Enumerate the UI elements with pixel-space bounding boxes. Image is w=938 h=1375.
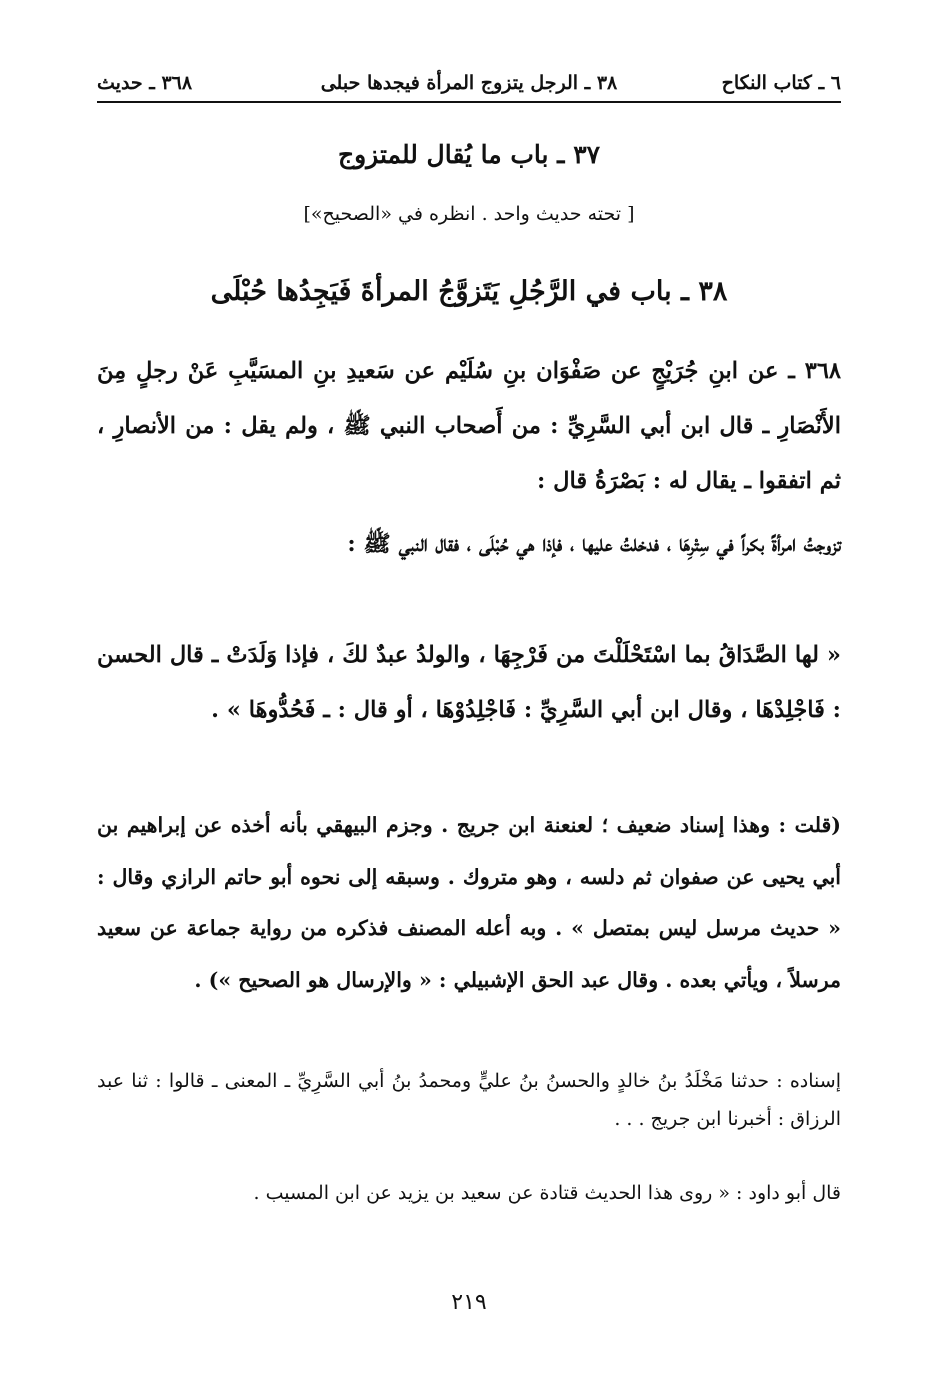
abu-dawud-note: قال أبو داود : « روى هذا الحديث قتادة عن سعيد بن يزيد عن ابن المسيب . bbox=[253, 1182, 841, 1204]
page-number: ٢١٩ bbox=[451, 1290, 487, 1315]
chapter-37-title: ٣٧ ـ باب ما يُقال للمتزوج bbox=[337, 140, 601, 169]
hadith-story: تزوجتُ امرأةً بكراً في سِتْرِهَا ، فدخلتُ عليها ، فإذا هي حُبْلَى ، فقال النبي ﷺ : bbox=[347, 531, 841, 557]
hadith-isnad: ٣٦٨ ـ عن ابنِ جُرَيْجٍ عن صَفْوَان بنِ سُلَيْم عن سَعيدِ بنِ المسَيَّبِ عَنْ رجلٍ مِنَ الأَنْصَارِ ـ قال ابن أبي السَّرِيِّ : من أَصحاب النبي ﷺ ، ولم يقل : من الأنصارِ ، ثم اتفقوا ـ يقال له : بَصْرَةُ قال : bbox=[97, 358, 841, 494]
full-isnad: إسناده : حدثنا مَخْلَدُ بنُ خالدٍ والحسنُ بنُ عليٍّ ومحمدُ بنُ أبي السَّرِيِّ ـ المعنى ـ قالوا : ثنا عبد الرزاق : أخبرنا ابن جريج . . . bbox=[97, 1070, 841, 1130]
running-header bbox=[97, 66, 841, 100]
hadith-prophetic-quote: « لها الصَّدَاقُ بما اسْتَحْلَلْتَ من فَرْجِهَا ، والولدُ عبدٌ لكَ ، فإذا وَلَدَتْ ـ قال الحسن : فَاجْلِدْهَا ، وقال ابن أبي السَّرِيِّ : فَاجْلِدُوْهَا ، أو قال : ـ فَحُدُّوهَا » . bbox=[97, 642, 841, 723]
editor-commentary: (قلت : وهذا إسناد ضعيف ؛ لعنعنة ابن جريج . وجزم البيهقي بأنه أخذه عن إبراهيم بن أبي يحيى عن صفوان ثم دلسه ، وهو متروك . وسبقه إلى نحوه أبو حاتم الرازي وقال : « حديث مرسل ليس بمتصل » . وبه أعله المصنف فذكره من رواية جماعة عن سعيد مرسلاً ، ويأتي بعده . وقال عبد الحق الإشبيلي : « والإرسال هو الصحيح ») . bbox=[97, 813, 841, 992]
header-chapter-title: ٣٨ ـ الرجل يتزوج المرأة فيجدها حبلى bbox=[320, 72, 618, 94]
chapter-37-note: [ تحته حديث واحد . انظره في «الصحيح»] bbox=[303, 203, 635, 225]
header-divider bbox=[97, 101, 841, 103]
chapter-38-title: ٣٨ ـ باب في الرَّجُلِ يَتَزوَّجُ المرأةَ فَيَجِدُها حُبْلَى bbox=[210, 276, 728, 307]
header-hadith-number: ٣٦٨ ـ حديث bbox=[97, 72, 193, 94]
header-book-title: ٦ ـ كتاب النكاح bbox=[721, 72, 841, 94]
